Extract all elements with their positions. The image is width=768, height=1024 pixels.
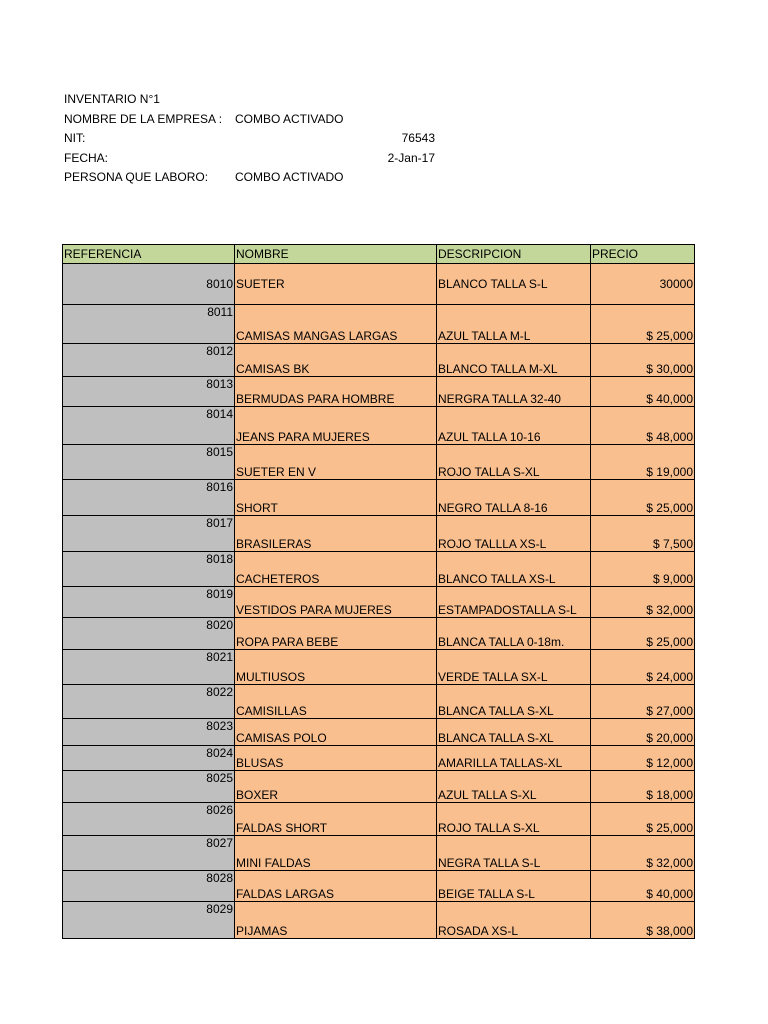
- table-header-row: [63, 245, 695, 264]
- reference-cell: 8019: [63, 587, 235, 618]
- nombre-cell: PIJAMAS: [235, 902, 437, 939]
- table-row: [63, 618, 695, 650]
- precio-cell: $ 32,000: [591, 587, 695, 618]
- table-row: [63, 803, 695, 836]
- table-row: [63, 746, 695, 771]
- fecha-label: FECHA:: [64, 150, 109, 165]
- table-row: [63, 516, 695, 552]
- precio-cell: $ 25,000: [591, 305, 695, 344]
- reference-cell: 8023: [63, 719, 235, 746]
- precio-cell: $ 40,000: [591, 871, 695, 902]
- reference-cell: 8018: [63, 552, 235, 587]
- precio-cell: $ 32,000: [591, 836, 695, 871]
- nombre-cell: JEANS PARA MUJERES: [235, 407, 437, 445]
- precio-cell: $ 7,500: [591, 516, 695, 552]
- empresa-label: NOMBRE DE LA EMPRESA :: [64, 111, 223, 126]
- reference-cell: 8026: [63, 803, 235, 836]
- persona-value: COMBO ACTIVADO: [235, 170, 344, 185]
- nit-row: [64, 129, 444, 149]
- table-row: [63, 445, 695, 480]
- precio-cell: $ 20,000: [591, 719, 695, 746]
- inventario-title: INVENTARIO N°1: [64, 92, 160, 106]
- descripcion-cell: ROJO TALLA S-XL: [437, 803, 591, 836]
- column-header-nombre: NOMBRE: [235, 245, 437, 264]
- descripcion-cell: NERGRA TALLA 32-40: [437, 377, 591, 407]
- descripcion-cell: ESTAMPADOSTALLA S-L: [437, 587, 591, 618]
- descripcion-cell: AZUL TALLA M-L: [437, 305, 591, 344]
- descripcion-cell: AZUL TALLA S-XL: [437, 771, 591, 803]
- precio-cell: $ 25,000: [591, 803, 695, 836]
- descripcion-cell: BLANCA TALLA S-XL: [437, 719, 591, 746]
- reference-cell: 8014: [63, 407, 235, 445]
- nombre-cell: CAMISAS POLO: [235, 719, 437, 746]
- nombre-cell: VESTIDOS PARA MUJERES: [235, 587, 437, 618]
- descripcion-cell: NEGRA TALLA S-L: [437, 836, 591, 871]
- document-header: [64, 90, 444, 188]
- reference-cell: 8021: [63, 650, 235, 685]
- precio-cell: $ 9,000: [591, 552, 695, 587]
- persona-label: PERSONA QUE LABORO:: [64, 170, 209, 185]
- table-row: [63, 552, 695, 587]
- descripcion-cell: ROJO TALLLA XS-L: [437, 516, 591, 552]
- nombre-cell: CAMISAS MANGAS LARGAS: [235, 305, 437, 344]
- table-body: [63, 264, 695, 939]
- precio-cell: $ 38,000: [591, 902, 695, 939]
- table-row: [63, 407, 695, 445]
- nombre-cell: CACHETEROS: [235, 552, 437, 587]
- table-row: [63, 480, 695, 516]
- nit-label: NIT:: [64, 131, 86, 146]
- reference-cell: 8010: [63, 264, 235, 305]
- reference-cell: 8025: [63, 771, 235, 803]
- precio-cell: $ 19,000: [591, 445, 695, 480]
- empresa-row: [64, 110, 444, 130]
- descripcion-cell: BLANCO TALLA M-XL: [437, 344, 591, 377]
- descripcion-cell: BLANCA TALLA 0-18m.: [437, 618, 591, 650]
- precio-cell: 30000: [591, 264, 695, 305]
- descripcion-cell: AZUL TALLA 10-16: [437, 407, 591, 445]
- reference-cell: 8015: [63, 445, 235, 480]
- nombre-cell: FALDAS SHORT: [235, 803, 437, 836]
- precio-cell: $ 18,000: [591, 771, 695, 803]
- fecha-value: 2-Jan-17: [387, 150, 435, 165]
- table-row: [63, 377, 695, 407]
- reference-cell: 8029: [63, 902, 235, 939]
- column-header-descripcion: DESCRIPCION: [437, 245, 591, 264]
- empresa-value: COMBO ACTIVADO: [235, 111, 344, 126]
- table-row: [63, 836, 695, 871]
- precio-cell: $ 48,000: [591, 407, 695, 445]
- table-row: [63, 344, 695, 377]
- precio-cell: $ 24,000: [591, 650, 695, 685]
- precio-cell: $ 25,000: [591, 480, 695, 516]
- table-row: [63, 771, 695, 803]
- column-header-referencia: REFERENCIA: [63, 245, 235, 264]
- reference-cell: 8012: [63, 344, 235, 377]
- precio-cell: $ 12,000: [591, 746, 695, 771]
- table-row: [63, 264, 695, 305]
- precio-cell: $ 30,000: [591, 344, 695, 377]
- table-row: [63, 719, 695, 746]
- descripcion-cell: BLANCO TALLA S-L: [437, 264, 591, 305]
- table-row: [63, 871, 695, 902]
- descripcion-cell: AMARILLA TALLAS-XL: [437, 746, 591, 771]
- precio-cell: $ 27,000: [591, 685, 695, 719]
- reference-cell: 8024: [63, 746, 235, 771]
- precio-cell: $ 25,000: [591, 618, 695, 650]
- table-row: [63, 902, 695, 939]
- inventory-table: [62, 244, 695, 939]
- nombre-cell: FALDAS LARGAS: [235, 871, 437, 902]
- table-row: [63, 305, 695, 344]
- nombre-cell: SUETER EN V: [235, 445, 437, 480]
- nombre-cell: SHORT: [235, 480, 437, 516]
- nombre-cell: CAMISAS BK: [235, 344, 437, 377]
- reference-cell: 8020: [63, 618, 235, 650]
- reference-cell: 8013: [63, 377, 235, 407]
- descripcion-cell: NEGRO TALLA 8-16: [437, 480, 591, 516]
- nombre-cell: MULTIUSOS: [235, 650, 437, 685]
- reference-cell: 8027: [63, 836, 235, 871]
- descripcion-cell: BEIGE TALLA S-L: [437, 871, 591, 902]
- reference-cell: 8016: [63, 480, 235, 516]
- inventario-row: [64, 90, 444, 110]
- persona-row: [64, 168, 444, 188]
- table-row: [63, 650, 695, 685]
- column-header-precio: PRECIO: [591, 245, 695, 264]
- nombre-cell: CAMISILLAS: [235, 685, 437, 719]
- descripcion-cell: ROJO TALLA S-XL: [437, 445, 591, 480]
- nombre-cell: BRASILERAS: [235, 516, 437, 552]
- descripcion-cell: BLANCO TALLA XS-L: [437, 552, 591, 587]
- descripcion-cell: VERDE TALLA SX-L: [437, 650, 591, 685]
- nombre-cell: BOXER: [235, 771, 437, 803]
- descripcion-cell: BLANCA TALLA S-XL: [437, 685, 591, 719]
- reference-cell: 8011: [63, 305, 235, 344]
- nombre-cell: SUETER: [235, 264, 437, 305]
- reference-cell: 8017: [63, 516, 235, 552]
- fecha-row: [64, 149, 444, 169]
- nombre-cell: ROPA PARA BEBE: [235, 618, 437, 650]
- table-row: [63, 587, 695, 618]
- nombre-cell: MINI FALDAS: [235, 836, 437, 871]
- precio-cell: $ 40,000: [591, 377, 695, 407]
- nombre-cell: BERMUDAS PARA HOMBRE: [235, 377, 437, 407]
- reference-cell: 8022: [63, 685, 235, 719]
- nombre-cell: BLUSAS: [235, 746, 437, 771]
- descripcion-cell: ROSADA XS-L: [437, 902, 591, 939]
- table-row: [63, 685, 695, 719]
- reference-cell: 8028: [63, 871, 235, 902]
- nit-value: 76543: [401, 131, 435, 146]
